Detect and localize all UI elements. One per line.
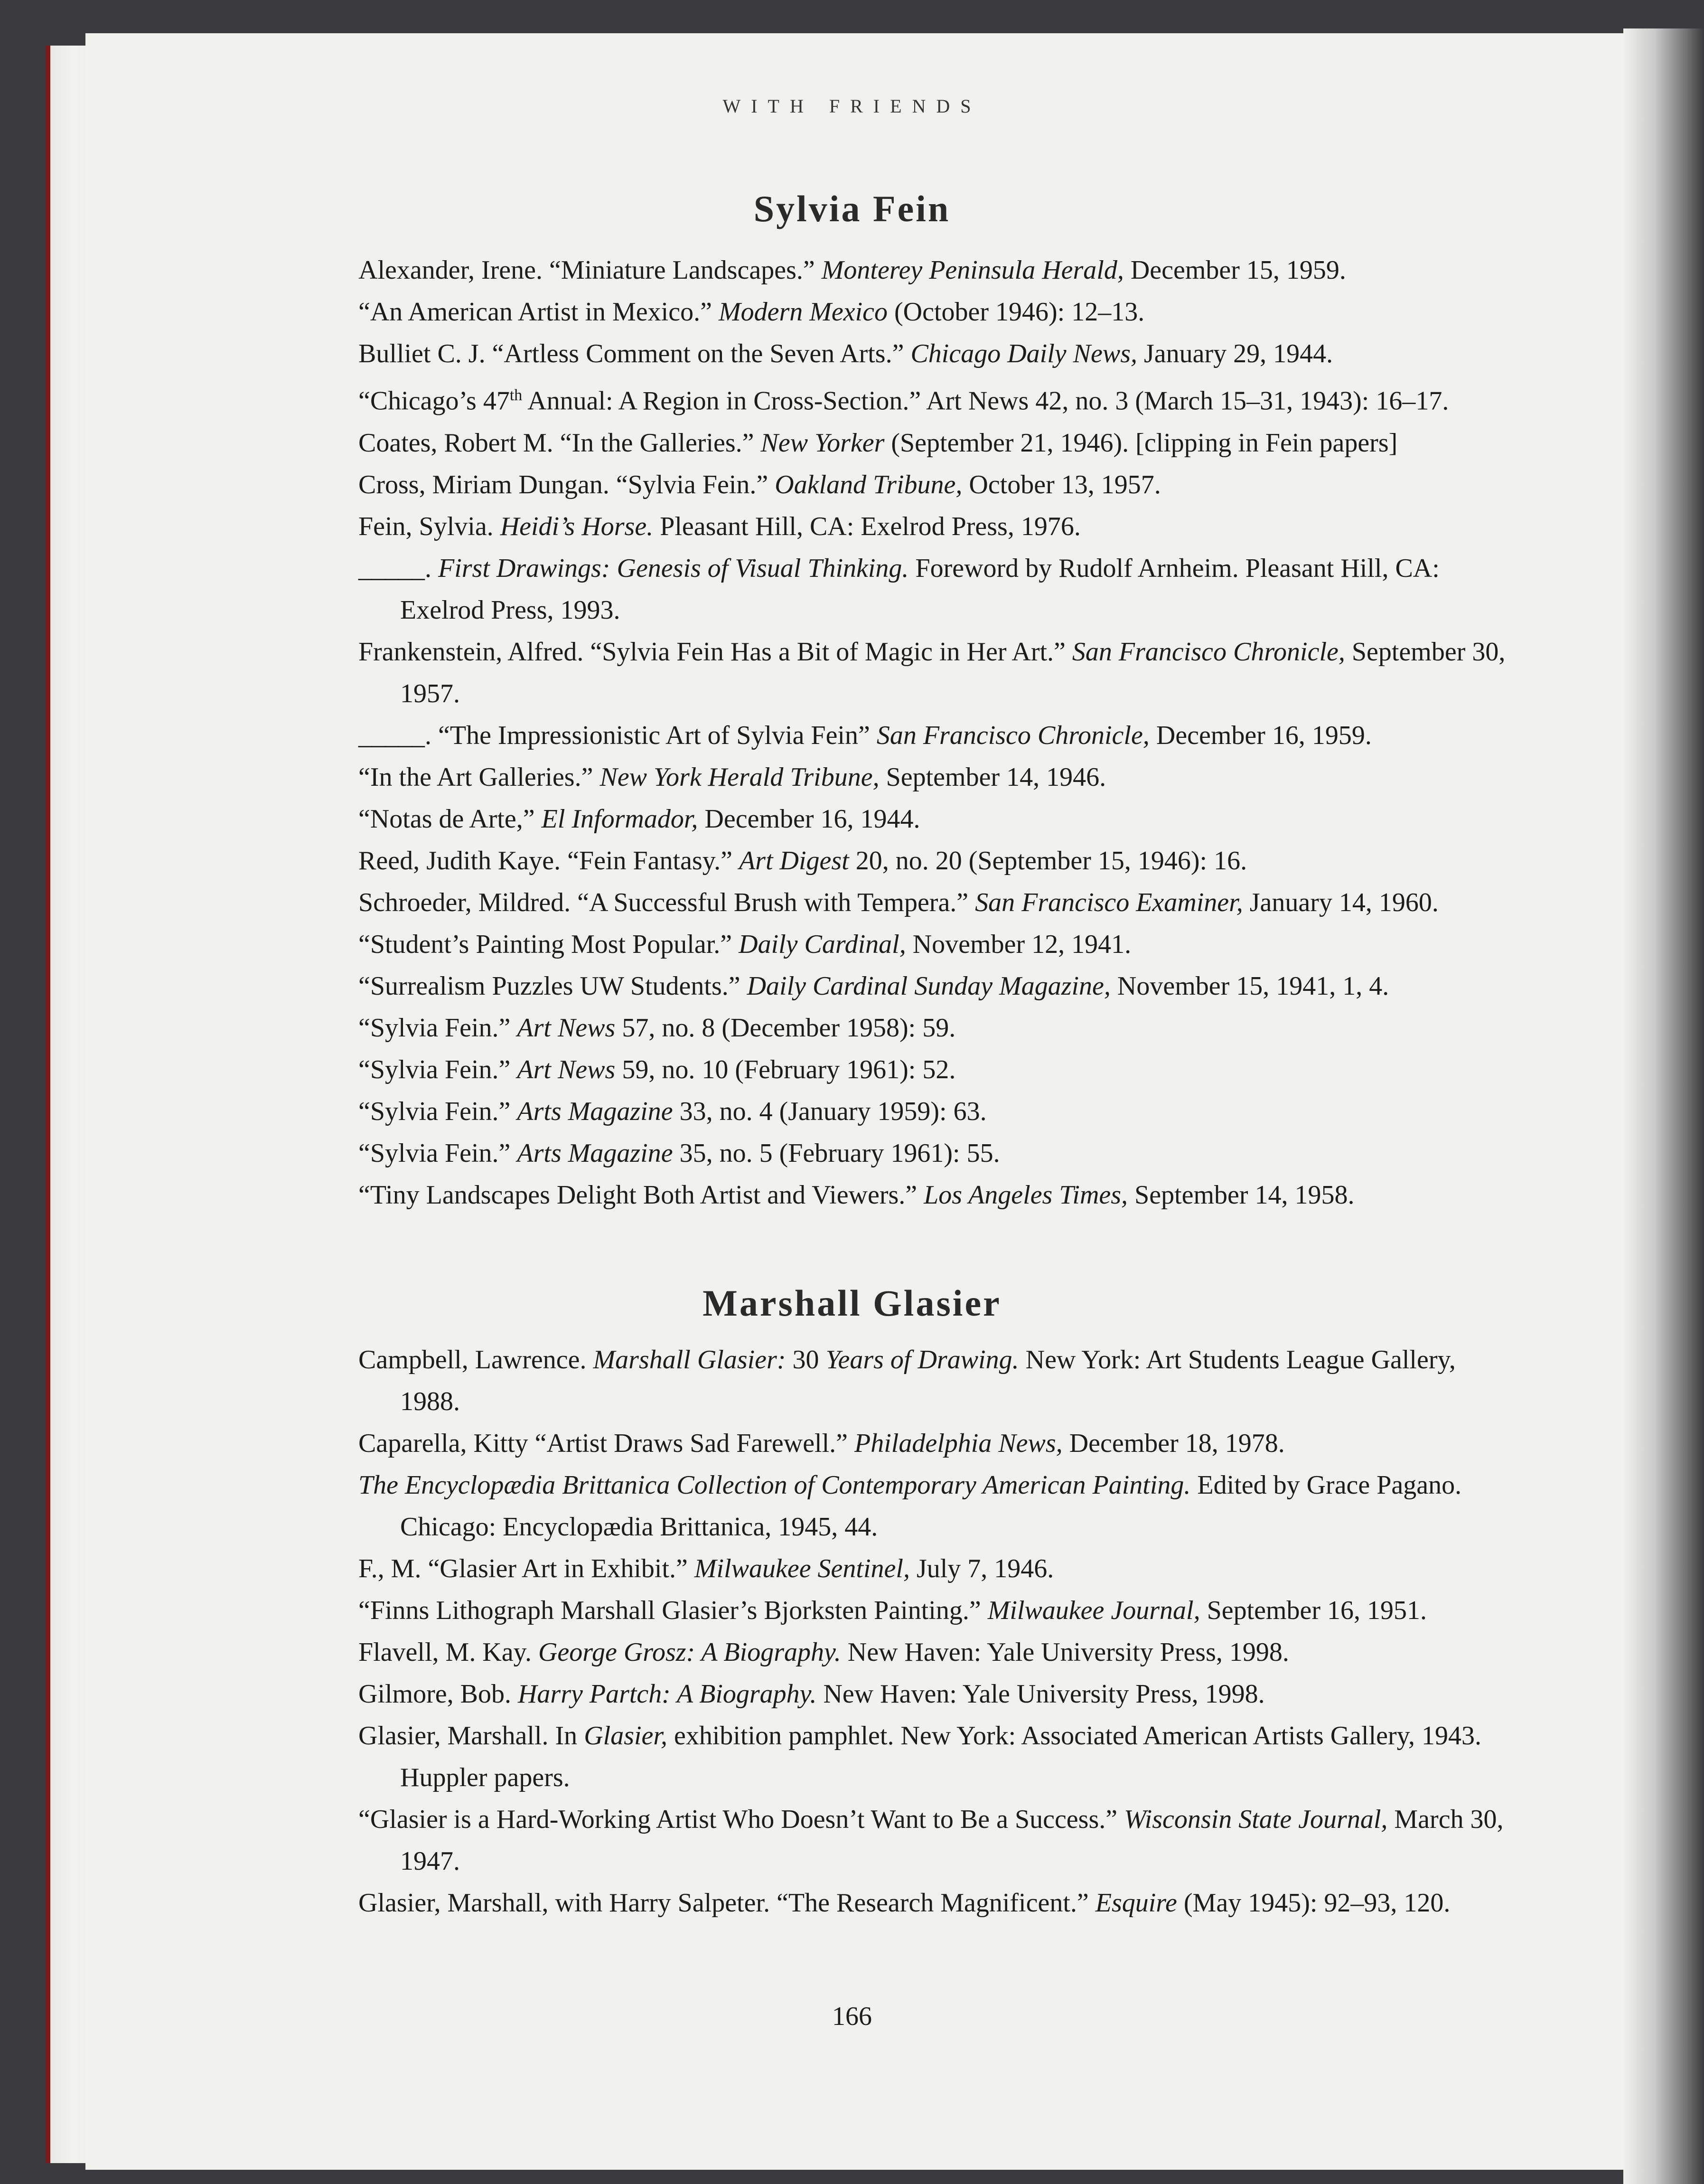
entry-text: Annual: A Region in Cross-Section.” Art News 42, no. 3 (March 15–31, 1943): 16–17. (522, 386, 1449, 416)
bibliography-entry (358, 1339, 1512, 1422)
bibliography-entry (358, 1174, 1512, 1216)
entry-text: Glasier, Marshall, with Harry Salpeter. “The Research Magnificent.” (358, 1888, 1095, 1918)
running-head: WITH FRIENDS (722, 95, 982, 117)
entry-title-italic: San Francisco Chronicle, (876, 720, 1150, 750)
entry-superscript: th (509, 386, 523, 404)
entry-text: September 30, 1957. (400, 637, 1506, 708)
entry-title-italic: Daily Cardinal, (739, 929, 906, 959)
entry-text: Edited by Grace Pagano. Chicago: Encyclopædia Brittanica, 1945, 44. (400, 1470, 1462, 1542)
entry-text: (October 1946): 12–13. (888, 297, 1145, 327)
bibliography-entry (358, 756, 1512, 798)
bibliography-entry (358, 333, 1512, 375)
entry-text: December 16, 1959. (1149, 720, 1372, 750)
bibliography-list-fein (358, 249, 1512, 1216)
bibliography-entry (358, 1631, 1512, 1673)
entry-text: October 13, 1957. (962, 470, 1161, 499)
entry-title-italic: Oakland Tribune, (775, 470, 963, 499)
entry-title-italic: First Drawings: Genesis of Visual Thinking. (438, 553, 909, 583)
entry-text: January 14, 1960. (1243, 887, 1439, 917)
entry-text: September 14, 1946. (879, 762, 1106, 792)
entry-title-italic: Marshall Glasier: (593, 1345, 786, 1374)
entry-text: 20, no. 20 (September 15, 1946): 16. (849, 846, 1247, 875)
entry-text: Alexander, Irene. “Miniature Landscapes.” (358, 255, 822, 285)
entry-text: “Sylvia Fein.” (358, 1138, 517, 1168)
entry-text: “Glasier is a Hard-Working Artist Who Doesn’t Want to Be a Success.” (358, 1805, 1124, 1834)
entry-text: (May 1945): 92–93, 120. (1177, 1888, 1451, 1918)
bibliography-entry (358, 1464, 1512, 1548)
entry-text: Campbell, Lawrence. (358, 1345, 593, 1374)
entry-text: Bulliet C. J. “Artless Comment on the Seven Arts.” (358, 339, 911, 368)
entry-text: “Notas de Arte,” (358, 804, 542, 834)
entry-title-italic: El Informador, (541, 804, 698, 834)
entry-text: 59, no. 10 (February 1961): 52. (615, 1054, 956, 1084)
entry-text: New York: Art Students League Gallery, 1988. (400, 1345, 1456, 1416)
entry-title-italic: George Grosz: A Biography. (538, 1638, 841, 1667)
entry-title-italic: San Francisco Examiner, (975, 887, 1243, 917)
entry-title-italic: Arts Magazine (517, 1138, 673, 1168)
bibliography-entry (358, 1007, 1512, 1049)
bibliography-entry (358, 798, 1512, 840)
entry-text: 35, no. 5 (February 1961): 55. (673, 1138, 1000, 1168)
entry-text: Reed, Judith Kaye. “Fein Fantasy.” (358, 846, 739, 875)
entry-text: “Surrealism Puzzles UW Students.” (358, 971, 747, 1001)
bibliography-entry (358, 715, 1512, 756)
entry-title-italic: Philadelphia News, (854, 1429, 1063, 1458)
entry-text: (September 21, 1946). [clipping in Fein papers] (884, 428, 1398, 458)
entry-text: New Haven: Yale University Press, 1998. (816, 1679, 1265, 1709)
entry-text: Glasier, Marshall. In (358, 1721, 584, 1751)
bibliography-entry (358, 1882, 1512, 1924)
bibliography-entry (358, 464, 1512, 506)
entry-text: 33, no. 4 (January 1959): 63. (673, 1096, 987, 1126)
entry-text: “Sylvia Fein.” (358, 1096, 517, 1126)
entry-title-italic: The Encyclopædia Brittanica Collection of Contemporary American Painting. (358, 1470, 1191, 1500)
entry-title-italic: Daily Cardinal Sunday Magazine, (747, 971, 1111, 1001)
entry-text: November 12, 1941. (906, 929, 1132, 959)
entry-text: Foreword by Rudolf Arnheim. Pleasant Hill, CA: Exelrod Press, 1993. (400, 553, 1440, 625)
entry-text: July 7, 1946. (909, 1554, 1054, 1583)
bibliography-entry (358, 1091, 1512, 1132)
entry-title-italic: Art News (517, 1054, 616, 1084)
entry-text: “Student’s Painting Most Popular.” (358, 929, 739, 959)
bibliography-entry (358, 1798, 1512, 1882)
entry-title-italic: Art News (517, 1013, 616, 1043)
bibliography-entry (358, 291, 1512, 333)
entry-text: Cross, Miriam Dungan. “Sylvia Fein.” (358, 470, 775, 499)
entry-text: Gilmore, Bob. (358, 1679, 518, 1709)
bibliography-entry (358, 1715, 1512, 1798)
entry-text: March 30, 1947. (400, 1805, 1504, 1876)
bibliography-entry (358, 882, 1512, 923)
entry-text: December 16, 1944. (698, 804, 920, 834)
bibliography-entry (358, 631, 1512, 715)
entry-text: _____. “The Impressionistic Art of Sylvia Fein” (358, 720, 877, 750)
bibliography-entry (358, 1673, 1512, 1715)
entry-text: December 18, 1978. (1062, 1429, 1285, 1458)
entry-title-italic: Art Digest (739, 846, 849, 875)
entry-text: 57, no. 8 (December 1958): 59. (615, 1013, 956, 1043)
bibliography-entry (358, 923, 1512, 965)
entry-text: 30 (786, 1345, 826, 1374)
spine-shadow (1623, 28, 1704, 2184)
entry-text: “Sylvia Fein.” (358, 1013, 517, 1043)
entry-text: exhibition pamphlet. New York: Associated American Artists Gallery, 1943. Huppler papers. (400, 1721, 1482, 1792)
entry-title-italic: Wisconsin State Journal, (1124, 1805, 1388, 1834)
bibliography-entry (358, 1132, 1512, 1174)
bibliography-entry (358, 1548, 1512, 1590)
entry-text: Fein, Sylvia. (358, 511, 500, 541)
bibliography-entry (358, 249, 1512, 291)
entry-text: _____. (358, 553, 438, 583)
entry-text: F., M. “Glasier Art in Exhibit.” (358, 1554, 694, 1583)
section-title-fein: Sylvia Fein (753, 188, 951, 229)
bibliography-entry (358, 965, 1512, 1007)
entry-title-italic: Harry Partch: A Biography. (517, 1679, 817, 1709)
bibliography-entry (358, 547, 1512, 631)
entry-text: “In the Art Galleries.” (358, 762, 600, 792)
entry-text: Frankenstein, Alfred. “Sylvia Fein Has a Bit of Magic in Her Art.” (358, 637, 1072, 667)
entry-title-italic: Chicago Daily News, (910, 339, 1137, 368)
bibliography-entry (358, 1590, 1512, 1631)
bibliography-entry (358, 506, 1512, 547)
bibliography-entry (358, 375, 1512, 422)
entry-text: September 14, 1958. (1128, 1180, 1355, 1210)
entry-text: January 29, 1944. (1137, 339, 1333, 368)
entry-text: “Tiny Landscapes Delight Both Artist and Viewers.” (358, 1180, 924, 1210)
entry-text: “An American Artist in Mexico.” (358, 297, 719, 327)
entry-title-italic: Heidi’s Horse. (500, 511, 654, 541)
entry-text: December 15, 1959. (1124, 255, 1346, 285)
entry-title-italic: Years of Drawing. (825, 1345, 1019, 1374)
entry-text: “Sylvia Fein.” (358, 1054, 517, 1084)
entry-text: “Finns Lithograph Marshall Glasier’s Bjorksten Painting.” (358, 1596, 988, 1625)
entry-text: September 16, 1951. (1200, 1596, 1427, 1625)
page-number: 166 (832, 2002, 872, 2031)
entry-text: New Haven: Yale University Press, 1998. (841, 1638, 1289, 1667)
bibliography-entry (358, 1422, 1512, 1464)
entry-title-italic: Esquire (1095, 1888, 1177, 1918)
entry-text: Pleasant Hill, CA: Exelrod Press, 1976. (653, 511, 1081, 541)
entry-text: Flavell, M. Kay. (358, 1638, 538, 1667)
entry-title-italic: Milwaukee Journal, (987, 1596, 1200, 1625)
entry-title-italic: San Francisco Chronicle, (1072, 637, 1345, 667)
entry-title-italic: New York Herald Tribune, (599, 762, 880, 792)
entry-title-italic: New Yorker (760, 428, 885, 458)
entry-title-italic: Arts Magazine (517, 1096, 673, 1126)
entry-text: “Chicago’s 47 (358, 386, 510, 416)
bibliography-list-glasier (358, 1339, 1512, 1924)
entry-text: Caparella, Kitty “Artist Draws Sad Farewell.” (358, 1429, 855, 1458)
entry-title-italic: Monterey Peninsula Herald, (821, 255, 1124, 285)
entry-text: Schroeder, Mildred. “A Successful Brush with Tempera.” (358, 887, 975, 917)
bibliography-entry (358, 422, 1512, 464)
bibliography-entry (358, 1049, 1512, 1091)
bibliography-entry (358, 840, 1512, 882)
entry-title-italic: Modern Mexico (718, 297, 888, 327)
section-title-glasier: Marshall Glasier (702, 1282, 1002, 1324)
entry-title-italic: Milwaukee Sentinel, (694, 1554, 910, 1583)
entry-title-italic: Glasier, (584, 1721, 667, 1751)
entry-text: November 15, 1941, 1, 4. (1110, 971, 1389, 1001)
entry-title-italic: Los Angeles Times, (924, 1180, 1128, 1210)
entry-text: Coates, Robert M. “In the Galleries.” (358, 428, 761, 458)
